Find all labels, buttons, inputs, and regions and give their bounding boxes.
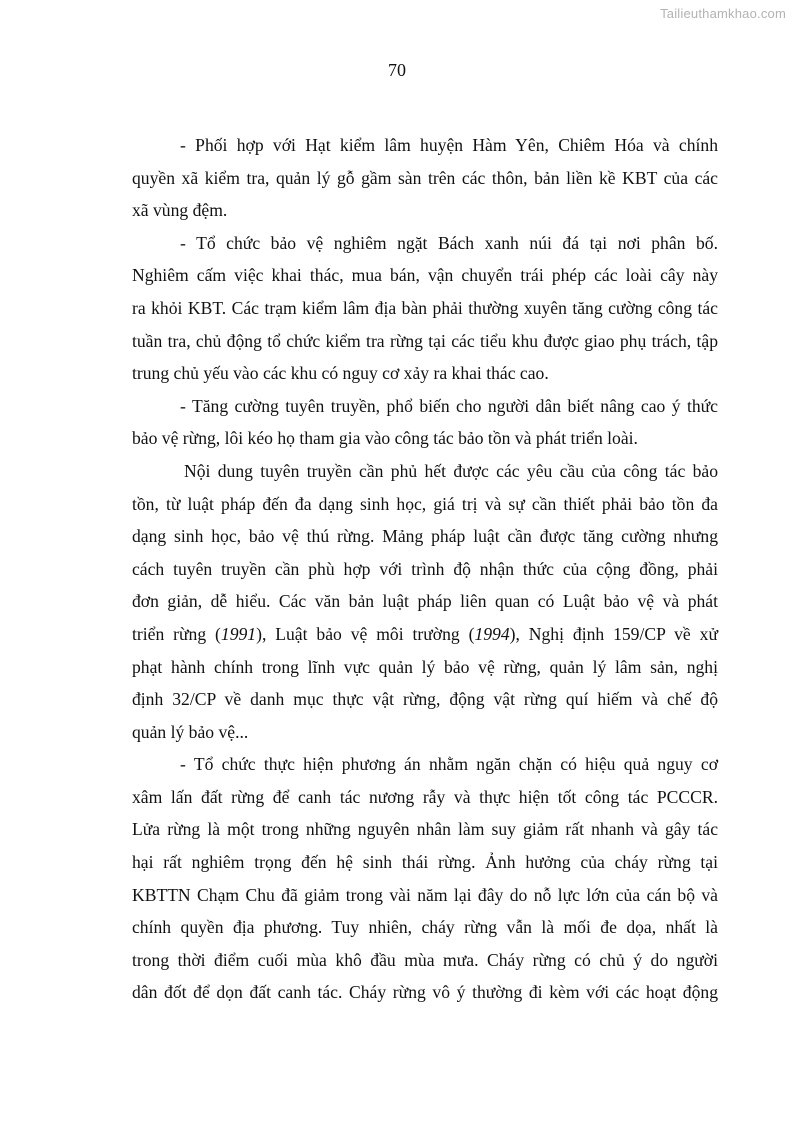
text-line: ra khỏi KBT. Các trạm kiểm lâm địa bàn phải thường xuyên tăng cường công tác (132, 297, 718, 318)
text-line: chính quyền địa phương. Tuy nhiên, cháy rừng vẫn là mối đe dọa, nhất là (132, 917, 718, 938)
text-line: phạt hành chính trong lĩnh vực quản lý bảo vệ rừng, quản lý lâm sản, nghị (132, 656, 718, 677)
text-line: quản lý bảo vệ... (132, 721, 249, 742)
text-line: - Phối hợp với Hạt kiểm lâm huyện Hàm Yên, Chiêm Hóa và chính (180, 135, 718, 155)
text-line: Nghiêm cấm việc khai thác, mua bán, vận chuyển trái phép các loài cây này (132, 265, 718, 286)
text-line: trung chủ yếu vào các khu có nguy cơ xảy ra khai thác cao. (132, 363, 549, 384)
text-line: đơn giản, dễ hiểu. Các văn bản luật pháp liên quan có Luật bảo vệ và phát (132, 591, 718, 612)
text-line: bảo vệ rừng, lôi kéo họ tham gia vào công tác bảo tồn và phát triển loài. (132, 428, 638, 449)
text-segment: triển rừng ( (132, 623, 221, 644)
watermark: Tailieuthamkhao.com (660, 6, 786, 21)
text-line: - Tổ chức bảo vệ nghiêm ngặt Bách xanh núi đá tại nơi phân bố. (180, 232, 718, 253)
text-line: hại rất nghiêm trọng đến hệ sinh thái rừng. Ảnh hưởng của cháy rừng tại (132, 852, 718, 873)
text-line: - Tổ chức thực hiện phương án nhằm ngăn chặn có hiệu quả nguy cơ (180, 754, 718, 775)
text-line: xã vùng đệm. (132, 200, 228, 221)
text-line: cách tuyên truyền cần phù hợp với trình độ nhận thức của cộng đồng, phải (132, 558, 718, 579)
paragraph-4 (132, 455, 718, 748)
year-1991: 1991 (220, 623, 257, 644)
paragraph-1 (132, 129, 718, 227)
body-text (132, 129, 718, 1009)
text-line: Nội dung tuyên truyền cần phủ hết được các yêu cầu của công tác bảo (184, 460, 718, 481)
text-line: tồn, từ luật pháp đến đa dạng sinh học, giá trị và sự cần thiết phải bảo tồn đa (132, 493, 718, 514)
text-line: dạng sinh học, bảo vệ thú rừng. Mảng pháp luật cần được tăng cường nhưng (132, 526, 718, 547)
text-line: xâm lấn đất rừng để canh tác nương rẫy và thực hiện tốt công tác PCCCR. (132, 786, 718, 807)
paragraph-5 (132, 748, 718, 1009)
text-line: trong thời điểm cuối mùa khô đầu mùa mưa. Cháy rừng có chủ ý do người (132, 949, 718, 970)
year-1994: 1994 (474, 623, 510, 644)
text-line: - Tăng cường tuyên truyền, phổ biến cho người dân biết nâng cao ý thức (180, 395, 718, 416)
text-line: KBTTN Chạm Chu đã giảm trong vài năm lại đây do nỗ lực lớn của cán bộ và (132, 884, 718, 905)
text-line: dân đốt để dọn đất canh tác. Cháy rừng vô ý thường đi kèm với các hoạt động (132, 982, 718, 1003)
paragraph-3 (132, 390, 718, 455)
text-segment: ), Luật bảo vệ môi trường ( (256, 623, 475, 644)
paragraph-2 (132, 227, 718, 390)
text-line: tuần tra, chủ động tổ chức kiểm tra rừng tại các tiểu khu được giao phụ trách, tập (132, 330, 718, 351)
page-number: 70 (388, 60, 406, 80)
text-line: định 32/CP về danh mục thực vật rừng, động vật rừng quí hiếm và chế độ (132, 689, 718, 710)
text-line-with-years (132, 618, 718, 651)
text-segment: ), Nghị định 159/CP về xử (509, 623, 718, 644)
text-line: quyền xã kiểm tra, quản lý gỗ gầm sàn trên các thôn, bản liền kề KBT của các (132, 167, 718, 188)
text-line: Lửa rừng là một trong những nguyên nhân làm suy giảm rất nhanh và gây tác (132, 819, 718, 840)
